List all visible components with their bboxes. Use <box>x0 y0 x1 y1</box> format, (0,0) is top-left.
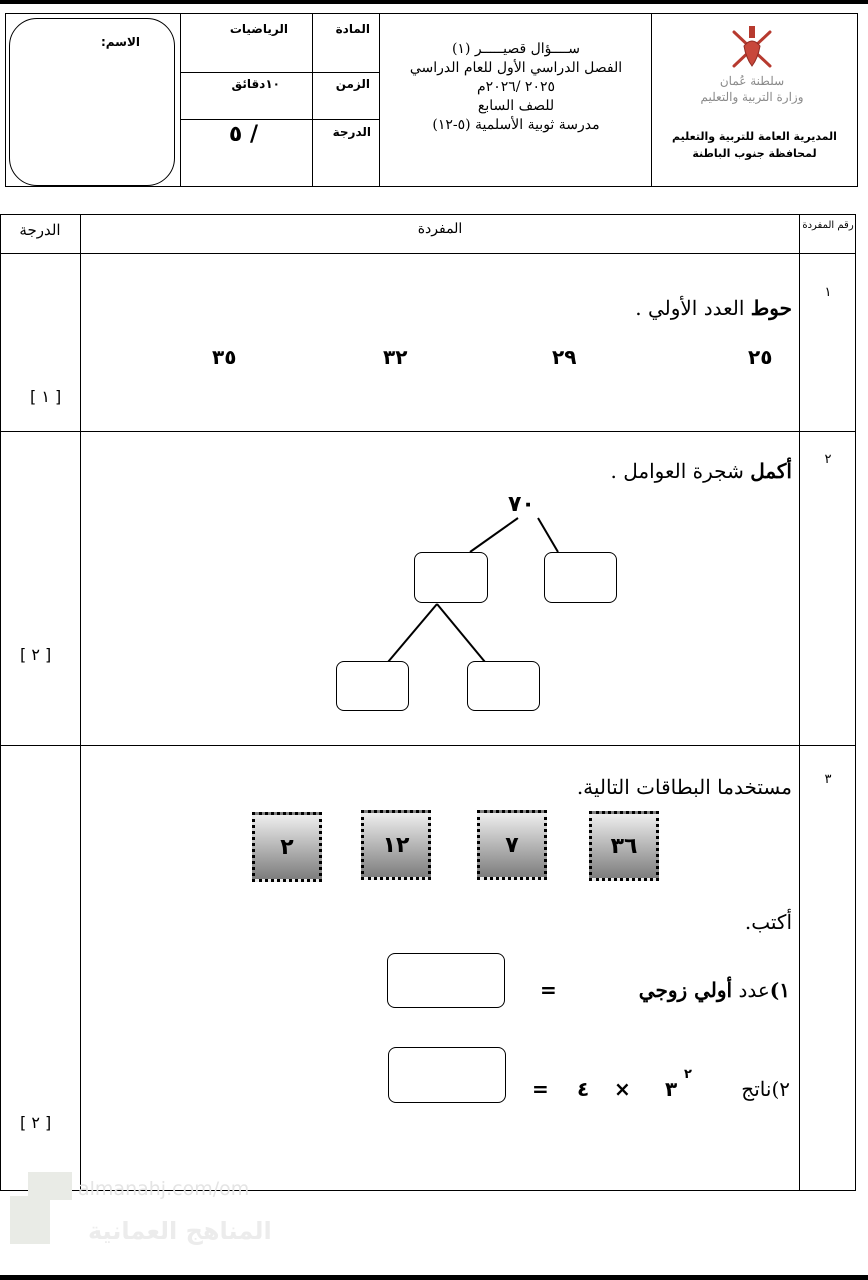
q3-item2-text: ناتج <box>741 1077 772 1101</box>
header-item: المفردة <box>417 221 463 237</box>
q3-item2-equals: = <box>532 1077 549 1101</box>
q3-item1-bold: أولي زوجي <box>638 978 733 1002</box>
q3-item1-equals: = <box>540 978 557 1002</box>
ministry-line1: المديرية العامة للتربية والتعليم <box>672 130 837 143</box>
score-label: الدرجة <box>332 125 371 139</box>
time-value: ١٠دقائق <box>231 77 280 91</box>
score-value: / ٥ <box>228 122 258 147</box>
q3-answer-box-2[interactable] <box>388 1047 506 1103</box>
watermark-name: المناهج العمانية <box>88 1217 272 1245</box>
q1-text: العدد الأولي . <box>635 296 745 320</box>
header-score: الدرجة <box>19 221 61 239</box>
q2-score: [ ٢ ] <box>20 645 52 664</box>
q3-item2-factor: ٤ <box>577 1077 590 1101</box>
semester-text: الفصل الدراسي الأول للعام الدراسي <box>409 60 623 76</box>
q3-score: [ ٢ ] <box>20 1113 52 1132</box>
number-card: ١٢ <box>361 810 431 880</box>
q3-write: أكتب. <box>744 910 792 934</box>
q1-number: ١ <box>824 285 832 300</box>
logo-text-line1: سلطنة عُمان <box>719 74 785 88</box>
factor-tree-root: ٧٠ <box>508 492 535 517</box>
q1-option[interactable]: ٣٢ <box>383 345 408 369</box>
subject-value: الرياضيات <box>229 22 288 36</box>
factor-box-bottom-right[interactable] <box>467 661 540 711</box>
q2-verb: أكمل <box>750 459 792 483</box>
q3-number: ٣ <box>824 772 832 787</box>
q3-item1-text: عدد <box>738 978 770 1002</box>
watermark-url: almanahj.com/om <box>78 1178 250 1200</box>
subject-label: المادة <box>335 22 370 36</box>
name-label: الاسم: <box>100 35 140 49</box>
q3-item2-exponent: ٢ <box>684 1067 692 1082</box>
factor-box-left[interactable] <box>414 552 488 603</box>
q1-option[interactable]: ٣٥ <box>212 345 237 369</box>
q1-option[interactable]: ٢٩ <box>552 345 577 369</box>
q3-item2-num: ٢) <box>771 1077 790 1101</box>
q3-intro: مستخدما البطاقات التالية. <box>576 775 792 799</box>
number-card: ٢ <box>252 812 322 882</box>
ministry-line2: لمحافظة جنوب الباطنة <box>692 147 817 160</box>
q1-verb: حوط <box>750 296 792 320</box>
factor-box-right[interactable] <box>544 552 617 603</box>
q3-item1-num: ١) <box>769 978 790 1002</box>
number-card: ٣٦ <box>589 811 659 881</box>
factor-box-bottom-left[interactable] <box>336 661 409 711</box>
quiz-title: ســــؤال قصيـــــر (١) <box>451 41 581 57</box>
q1-option[interactable]: ٢٥ <box>748 345 773 369</box>
q2-number: ٢ <box>824 452 832 467</box>
q3-answer-box-1[interactable] <box>387 953 505 1008</box>
q3-item2-label <box>741 1077 790 1101</box>
q3-item1 <box>639 978 790 1002</box>
number-card: ٧ <box>477 810 547 880</box>
q3-item2-operator: × <box>614 1077 631 1101</box>
time-label: الزمن <box>335 77 370 91</box>
year-text: ٢٠٢٥ /٢٠٢٦م <box>477 79 555 95</box>
header-number: رقم المفردة <box>802 220 854 231</box>
grade-text: للصف السابع <box>477 98 555 114</box>
school-text: مدرسة ثوبية الأسلمية (٥-١٢) <box>432 117 600 133</box>
q1-score: [ ١ ] <box>30 387 62 406</box>
q3-item2-base: ٣ <box>665 1077 678 1101</box>
watermark-logo-icon <box>10 1172 72 1244</box>
logo-text-line2: وزارة التربية والتعليم <box>700 90 804 104</box>
q2-text: شجرة العوامل . <box>610 459 744 483</box>
